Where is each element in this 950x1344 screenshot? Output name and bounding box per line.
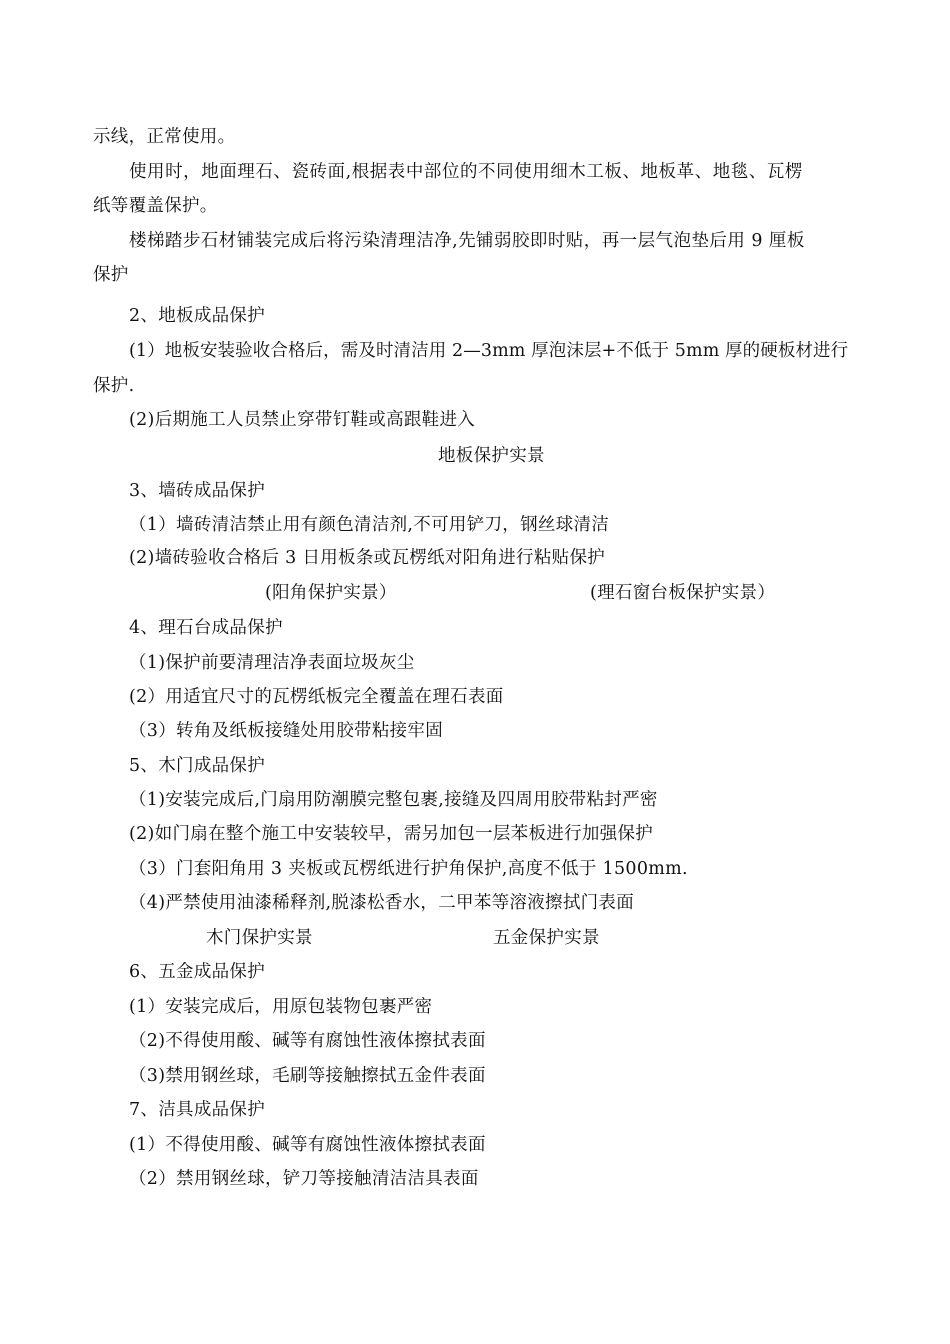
paragraph-line: (1）地板安装验收合格后，需及时清洁用 2—3mm 厚泡沫层+不低于 5mm 厚的硬板材进行 (129, 341, 849, 361)
photo-caption: 地板保护实景 (438, 446, 545, 466)
paragraph-line: （3）门套阳角用 3 夹板或瓦楞纸进行护角保护,高度不低于 1500mm. (129, 859, 688, 879)
paragraph-line: (2)后期施工人员禁止穿带钉鞋或高跟鞋进入 (129, 410, 476, 430)
paragraph-line: 楼梯踏步石材铺装完成后将污染清理洁净,先铺弱胶即时贴，再一层气泡垫后用 9 厘板 (129, 231, 805, 251)
paragraph-line: (2)墙砖验收合格后 3 日用板条或瓦楞纸对阳角进行粘贴保护 (129, 548, 606, 568)
section-heading: 3、墙砖成品保护 (129, 481, 266, 501)
paragraph-line: 保护 (93, 265, 129, 285)
section-heading: 2、地板成品保护 (129, 306, 266, 326)
section-heading: 5、木门成品保护 (129, 756, 266, 776)
section-heading: 4、理石台成品保护 (129, 618, 283, 638)
paragraph-line: （2）禁用钢丝球，铲刀等接触清洁洁具表面 (129, 1169, 479, 1189)
paragraph-line: (1）安装完成后，用原包装物包裹严密 (129, 997, 433, 1017)
paragraph-line: (1）不得使用酸、碱等有腐蚀性液体擦拭表面 (129, 1135, 486, 1155)
photo-caption: (阳角保护实景） (265, 583, 397, 603)
photo-caption: (理石窗台板保护实景） (590, 583, 776, 603)
paragraph-line: （1)安装完成后,门扇用防潮膜完整包裹,接缝及四周用胶带粘封严密 (129, 790, 658, 810)
section-heading: 7、洁具成品保护 (129, 1100, 266, 1120)
photo-caption: 五金保护实景 (493, 928, 600, 948)
paragraph-line: （3）转角及纸板接缝处用胶带粘接牢固 (129, 721, 444, 741)
paragraph-line: 保护. (93, 376, 135, 396)
paragraph-line: (2）用适宜尺寸的瓦楞纸板完全覆盖在理石表面 (129, 687, 504, 707)
section-heading: 6、五金成品保护 (129, 962, 266, 982)
paragraph-line: 使用时，地面理石、瓷砖面,根据表中部位的不同使用细木工板、地板革、地毯、瓦楞 (129, 162, 803, 182)
paragraph-line: （4)严禁使用油漆稀释剂,脱漆松香水，二甲苯等溶液擦拭门表面 (129, 893, 635, 913)
photo-caption: 木门保护实景 (206, 928, 313, 948)
paragraph-line: 纸等覆盖保护。 (93, 196, 218, 216)
paragraph-line: 示线，正常使用。 (93, 127, 236, 147)
paragraph-line: (2)如门扇在整个施工中安装较早，需另加包一层苯板进行加强保护 (129, 824, 654, 844)
paragraph-line: （3)禁用钢丝球，毛刷等接触擦拭五金件表面 (129, 1066, 486, 1086)
paragraph-line: （2)不得使用酸、碱等有腐蚀性液体擦拭表面 (129, 1031, 486, 1051)
paragraph-line: （1）墙砖清洁禁止用有颜色清洁剂,不可用铲刀，钢丝球清洁 (129, 515, 610, 535)
paragraph-line: （1)保护前要清理洁净表面垃圾灰尘 (129, 653, 415, 673)
